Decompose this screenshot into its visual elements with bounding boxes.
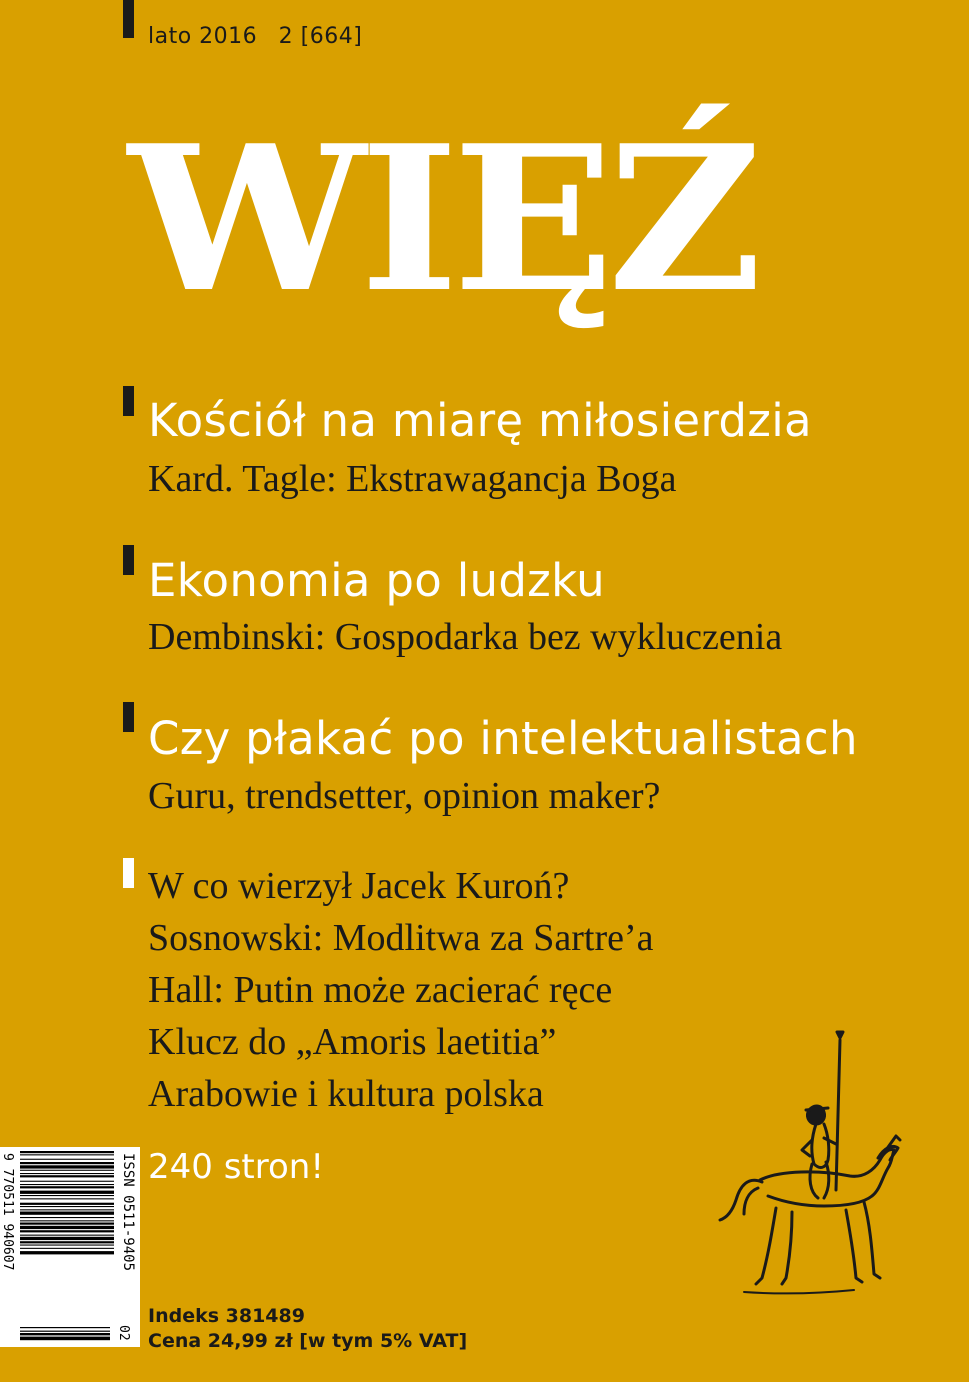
list-item: Arabowie i kultura polska [148, 1073, 544, 1115]
masthead-title: WIĘŹ [128, 102, 757, 337]
barcode-bar [20, 1212, 114, 1215]
barcode-bar [20, 1162, 114, 1164]
addon-digits: 02 [116, 1325, 131, 1341]
barcode-bar [20, 1226, 114, 1229]
barcode-bar [20, 1154, 114, 1155]
barcode-bar [20, 1217, 114, 1218]
barcode-bar [20, 1170, 114, 1171]
barcode-graphic [0, 1147, 140, 1347]
ean-digits: 9 770511 940607 [0, 1153, 15, 1271]
price: Cena 24,99 zł [w tym 5% VAT] [148, 1330, 468, 1352]
barcode-bar [20, 1220, 114, 1221]
barcode-bar [20, 1248, 114, 1249]
list-item: Klucz do „Amoris laetitia” [148, 1021, 557, 1063]
barcode-bar [20, 1191, 114, 1194]
masthead [128, 102, 768, 340]
list-item: W co wierzył Jacek Kuroń? [148, 865, 570, 907]
barcode [0, 1147, 140, 1347]
issue-info [148, 24, 362, 49]
barcode-bar [20, 1209, 114, 1210]
barcode-bar [20, 1151, 114, 1153]
feature-subtitle: Guru, trendsetter, opinion maker? [148, 775, 661, 817]
feature-subtitle: Kard. Tagle: Ekstrawagancja Boga [148, 458, 677, 500]
barcode-bar [20, 1198, 114, 1199]
barcode-bar [20, 1159, 114, 1160]
barcode-bar [20, 1251, 114, 1254]
issue-marker [123, 0, 134, 38]
feature-marker [123, 545, 134, 575]
index-number: Indeks 381489 [148, 1305, 305, 1327]
page-count: 240 stron! [148, 1147, 324, 1187]
barcode-bar [20, 1186, 114, 1188]
barcode-bar [20, 1173, 114, 1174]
barcode-bar [20, 1203, 114, 1205]
barcode-bar [20, 1241, 114, 1243]
barcode-bar [20, 1165, 114, 1168]
barcode-bar [20, 1245, 114, 1246]
list-item: Hall: Putin może zacierać ręce [148, 969, 613, 1011]
barcode-bar [20, 1206, 114, 1207]
feature-headline: Kościół na miarę miłosierdzia [148, 394, 812, 447]
issn-label: ISSN 0511-9405 [120, 1153, 136, 1272]
barcode-bar [20, 1223, 114, 1225]
feature-marker [123, 702, 134, 732]
barcode-bar [20, 1230, 114, 1232]
barcode-bar [20, 1235, 114, 1236]
barcode-bar [20, 1175, 114, 1177]
feature-headline: Czy płakać po intelektualistach [148, 712, 858, 765]
barcode-bar [20, 1237, 114, 1240]
issue-season: lato 2016 [148, 24, 258, 49]
more-marker [123, 858, 134, 888]
barcode-bar [20, 1327, 110, 1328]
don-quixote-on-horse-icon [700, 1030, 910, 1320]
barcode-bar [20, 1331, 110, 1332]
barcode-bar [20, 1195, 114, 1196]
barcode-bar [20, 1181, 114, 1182]
barcode-bar [20, 1333, 110, 1335]
feature-subtitle: Dembinski: Gospodarka bez wykluczenia [148, 616, 783, 658]
issue-number: 2 [664] [278, 24, 363, 49]
list-item: Sosnowski: Modlitwa za Sartre’a [148, 917, 654, 959]
feature-marker [123, 386, 134, 416]
barcode-bar [20, 1337, 110, 1341]
feature-headline: Ekonomia po ludzku [148, 554, 605, 607]
barcode-bar [20, 1184, 114, 1185]
